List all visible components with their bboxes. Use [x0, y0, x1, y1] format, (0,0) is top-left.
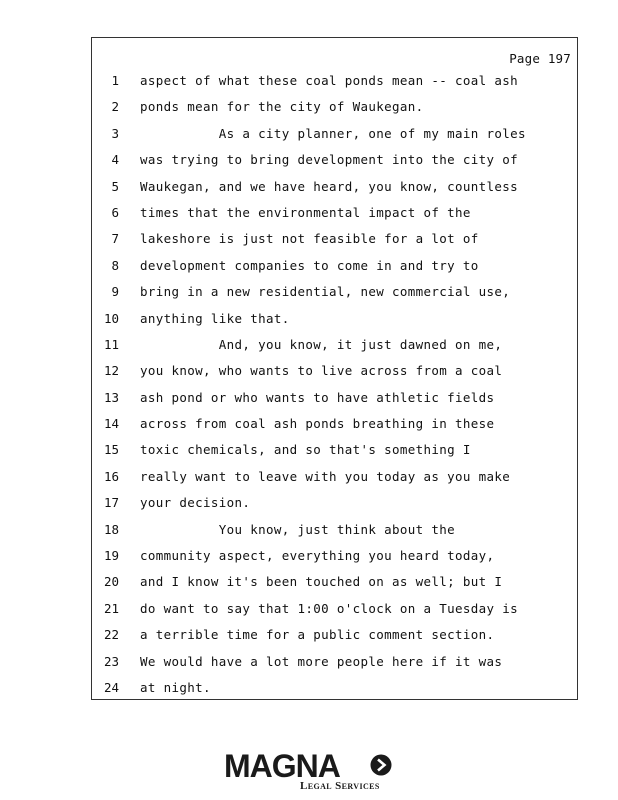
line-text: As a city planner, one of my main roles — [140, 125, 526, 141]
transcript-line — [92, 96, 577, 122]
line-text: times that the environmental impact of the — [140, 204, 471, 220]
line-number: 2 — [111, 99, 119, 115]
transcript-line — [92, 387, 577, 413]
transcript-lines — [92, 70, 577, 703]
line-number: 17 — [103, 495, 119, 511]
line-number: 12 — [103, 363, 119, 379]
line-number: 19 — [103, 548, 119, 564]
transcript-line — [92, 492, 577, 518]
transcript-line — [92, 70, 577, 96]
transcript-line — [92, 439, 577, 465]
line-text: your decision. — [140, 495, 251, 511]
line-number: 21 — [103, 600, 119, 616]
line-text: anything like that. — [140, 310, 290, 326]
transcript-line — [92, 545, 577, 571]
line-text: aspect of what these coal ponds mean -- coal ash — [140, 73, 519, 88]
transcript-line — [92, 466, 577, 492]
line-number: 23 — [103, 653, 119, 669]
line-text: at night. — [140, 679, 211, 695]
line-text: was trying to bring development into the city of — [140, 152, 519, 168]
line-text: We would have a lot more people here if it was — [140, 653, 503, 669]
line-text: ash pond or who wants to have athletic fields — [140, 389, 495, 405]
chevron-right-circle-icon — [370, 754, 392, 776]
page-number: Page 197 — [509, 51, 571, 66]
transcript-line — [92, 519, 577, 545]
line-text: across from coal ash ponds breathing in these — [140, 416, 495, 432]
line-number: 14 — [103, 416, 119, 432]
line-number: 11 — [103, 336, 119, 352]
line-number: 6 — [111, 204, 119, 220]
line-text: do want to say that 1:00 o'clock on a Tuesday is — [140, 600, 519, 616]
transcript-line — [92, 677, 577, 703]
line-text: lakeshore is just not feasible for a lot of — [140, 231, 479, 247]
line-number: 24 — [103, 679, 119, 695]
logo-wordmark: MAGNA — [224, 748, 340, 784]
line-number: 4 — [111, 152, 119, 168]
line-number: 20 — [103, 574, 119, 590]
line-text: You know, just think about the — [140, 521, 456, 537]
transcript-line — [92, 281, 577, 307]
line-number: 8 — [111, 257, 119, 273]
line-number: 5 — [111, 178, 119, 194]
line-text: Waukegan, and we have heard, you know, countless — [140, 178, 519, 194]
transcript-line — [92, 308, 577, 334]
line-text: you know, who wants to live across from a coal — [140, 363, 503, 379]
line-number: 1 — [111, 73, 119, 88]
transcript-line — [92, 571, 577, 597]
transcript-line — [92, 149, 577, 175]
transcript-line — [92, 413, 577, 439]
line-text: and I know it's been touched on as well; but I — [140, 574, 503, 590]
line-text: a terrible time for a public comment section. — [140, 627, 495, 643]
transcript-line — [92, 598, 577, 624]
line-number: 15 — [103, 442, 119, 458]
transcript-line — [92, 228, 577, 254]
transcript-line — [92, 123, 577, 149]
line-text: ponds mean for the city of Waukegan. — [140, 99, 424, 115]
line-text: development companies to come in and try to — [140, 257, 479, 273]
transcript-line — [92, 176, 577, 202]
line-text: community aspect, everything you heard today, — [140, 548, 495, 564]
line-number: 13 — [103, 389, 119, 405]
transcript-line — [92, 360, 577, 386]
transcript-line — [92, 624, 577, 650]
transcript-line — [92, 651, 577, 677]
line-number: 22 — [103, 627, 119, 643]
logo-subtitle: Legal Services — [300, 780, 380, 792]
line-number: 3 — [111, 125, 119, 141]
line-text: really want to leave with you today as you make — [140, 468, 511, 484]
transcript-line — [92, 255, 577, 281]
magna-logo — [224, 749, 399, 795]
line-text: bring in a new residential, new commercial use, — [140, 284, 511, 300]
transcript-page — [91, 37, 578, 700]
line-text: And, you know, it just dawned on me, — [140, 336, 503, 352]
line-number: 18 — [103, 521, 119, 537]
line-number: 7 — [111, 231, 119, 247]
line-text: toxic chemicals, and so that's something I — [140, 442, 471, 458]
transcript-line — [92, 202, 577, 228]
line-number: 9 — [111, 284, 119, 300]
transcript-line — [92, 334, 577, 360]
line-number: 10 — [103, 310, 119, 326]
line-number: 16 — [103, 468, 119, 484]
